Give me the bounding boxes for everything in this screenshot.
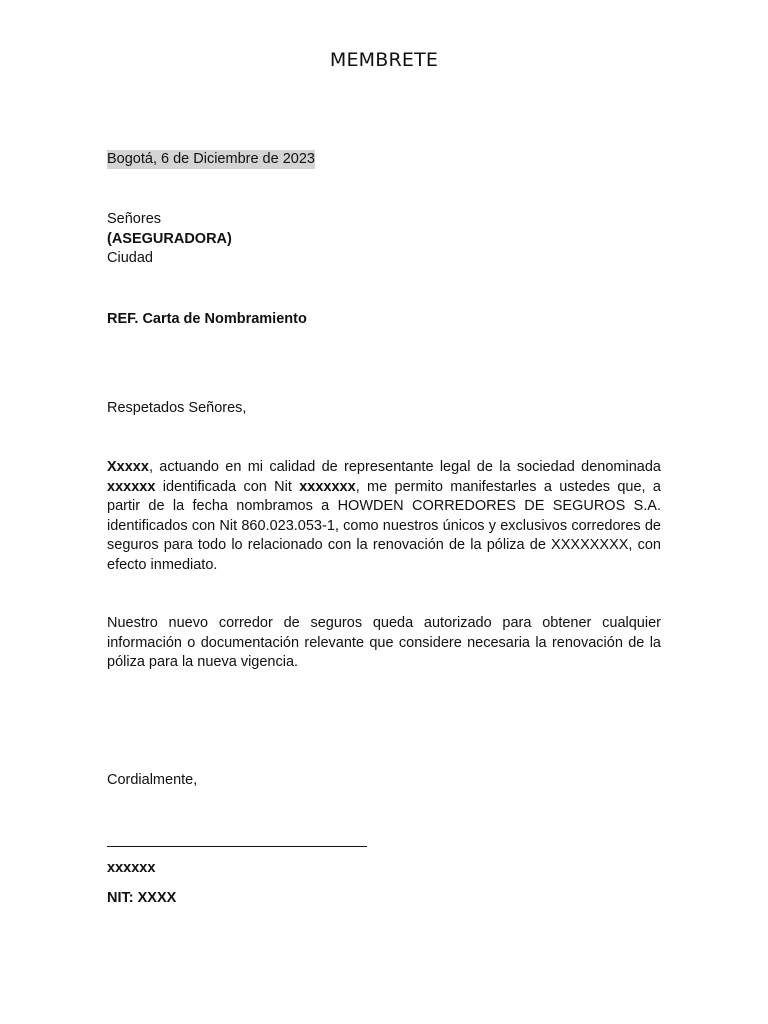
reference-line: REF. Carta de Nombramiento — [107, 311, 307, 327]
paragraph1-text-1: , actuando en mi calidad de representante legal de la sociedad denominada — [148, 459, 661, 475]
recipient-block — [107, 210, 661, 269]
signer-name: xxxxxx — [107, 860, 156, 876]
recipient-city: Ciudad — [107, 250, 153, 266]
letterhead-title: MEMBRETE — [329, 49, 439, 71]
closing-line: Cordialmente, — [107, 772, 198, 788]
paragraph1-text-3: , me permito manifestarles a ustedes que, a partir de la fecha nombramos a HOWDEN CORREDORES DE SEGUROS S.A. identificados con Nit 860.023.053-1, como nuestros únicos y exclusivos corredores de seguros para todo lo relacionado con la renovación de la póliza de XXXXXXXX, con efecto inmediato. — [107, 478, 661, 573]
signature-line — [107, 846, 367, 847]
company-nit: xxxxxxx — [299, 478, 356, 495]
recipient-company: (ASEGURADORA) — [107, 230, 232, 247]
greeting-line: Respetados Señores, — [107, 400, 247, 416]
date-highlighted-text: Bogotá, 6 de Diciembre de 2023 — [107, 151, 315, 167]
company-name: xxxxxx — [107, 478, 156, 495]
body-paragraph-1 — [107, 458, 661, 575]
body-paragraph-2: Nuestro nuevo corredor de seguros queda autorizado para obtener cualquier información o documentación relevante que considere necesaria la renovación de la póliza para la nueva vigencia. — [107, 615, 661, 670]
letter-date — [107, 150, 661, 170]
legal-representative-name: Xxxxx — [107, 459, 149, 475]
signer-nit: NIT: XXXX — [107, 890, 177, 906]
recipient-salutation: Señores — [107, 211, 162, 227]
paragraph1-text-2: identificada con Nit — [155, 478, 300, 495]
